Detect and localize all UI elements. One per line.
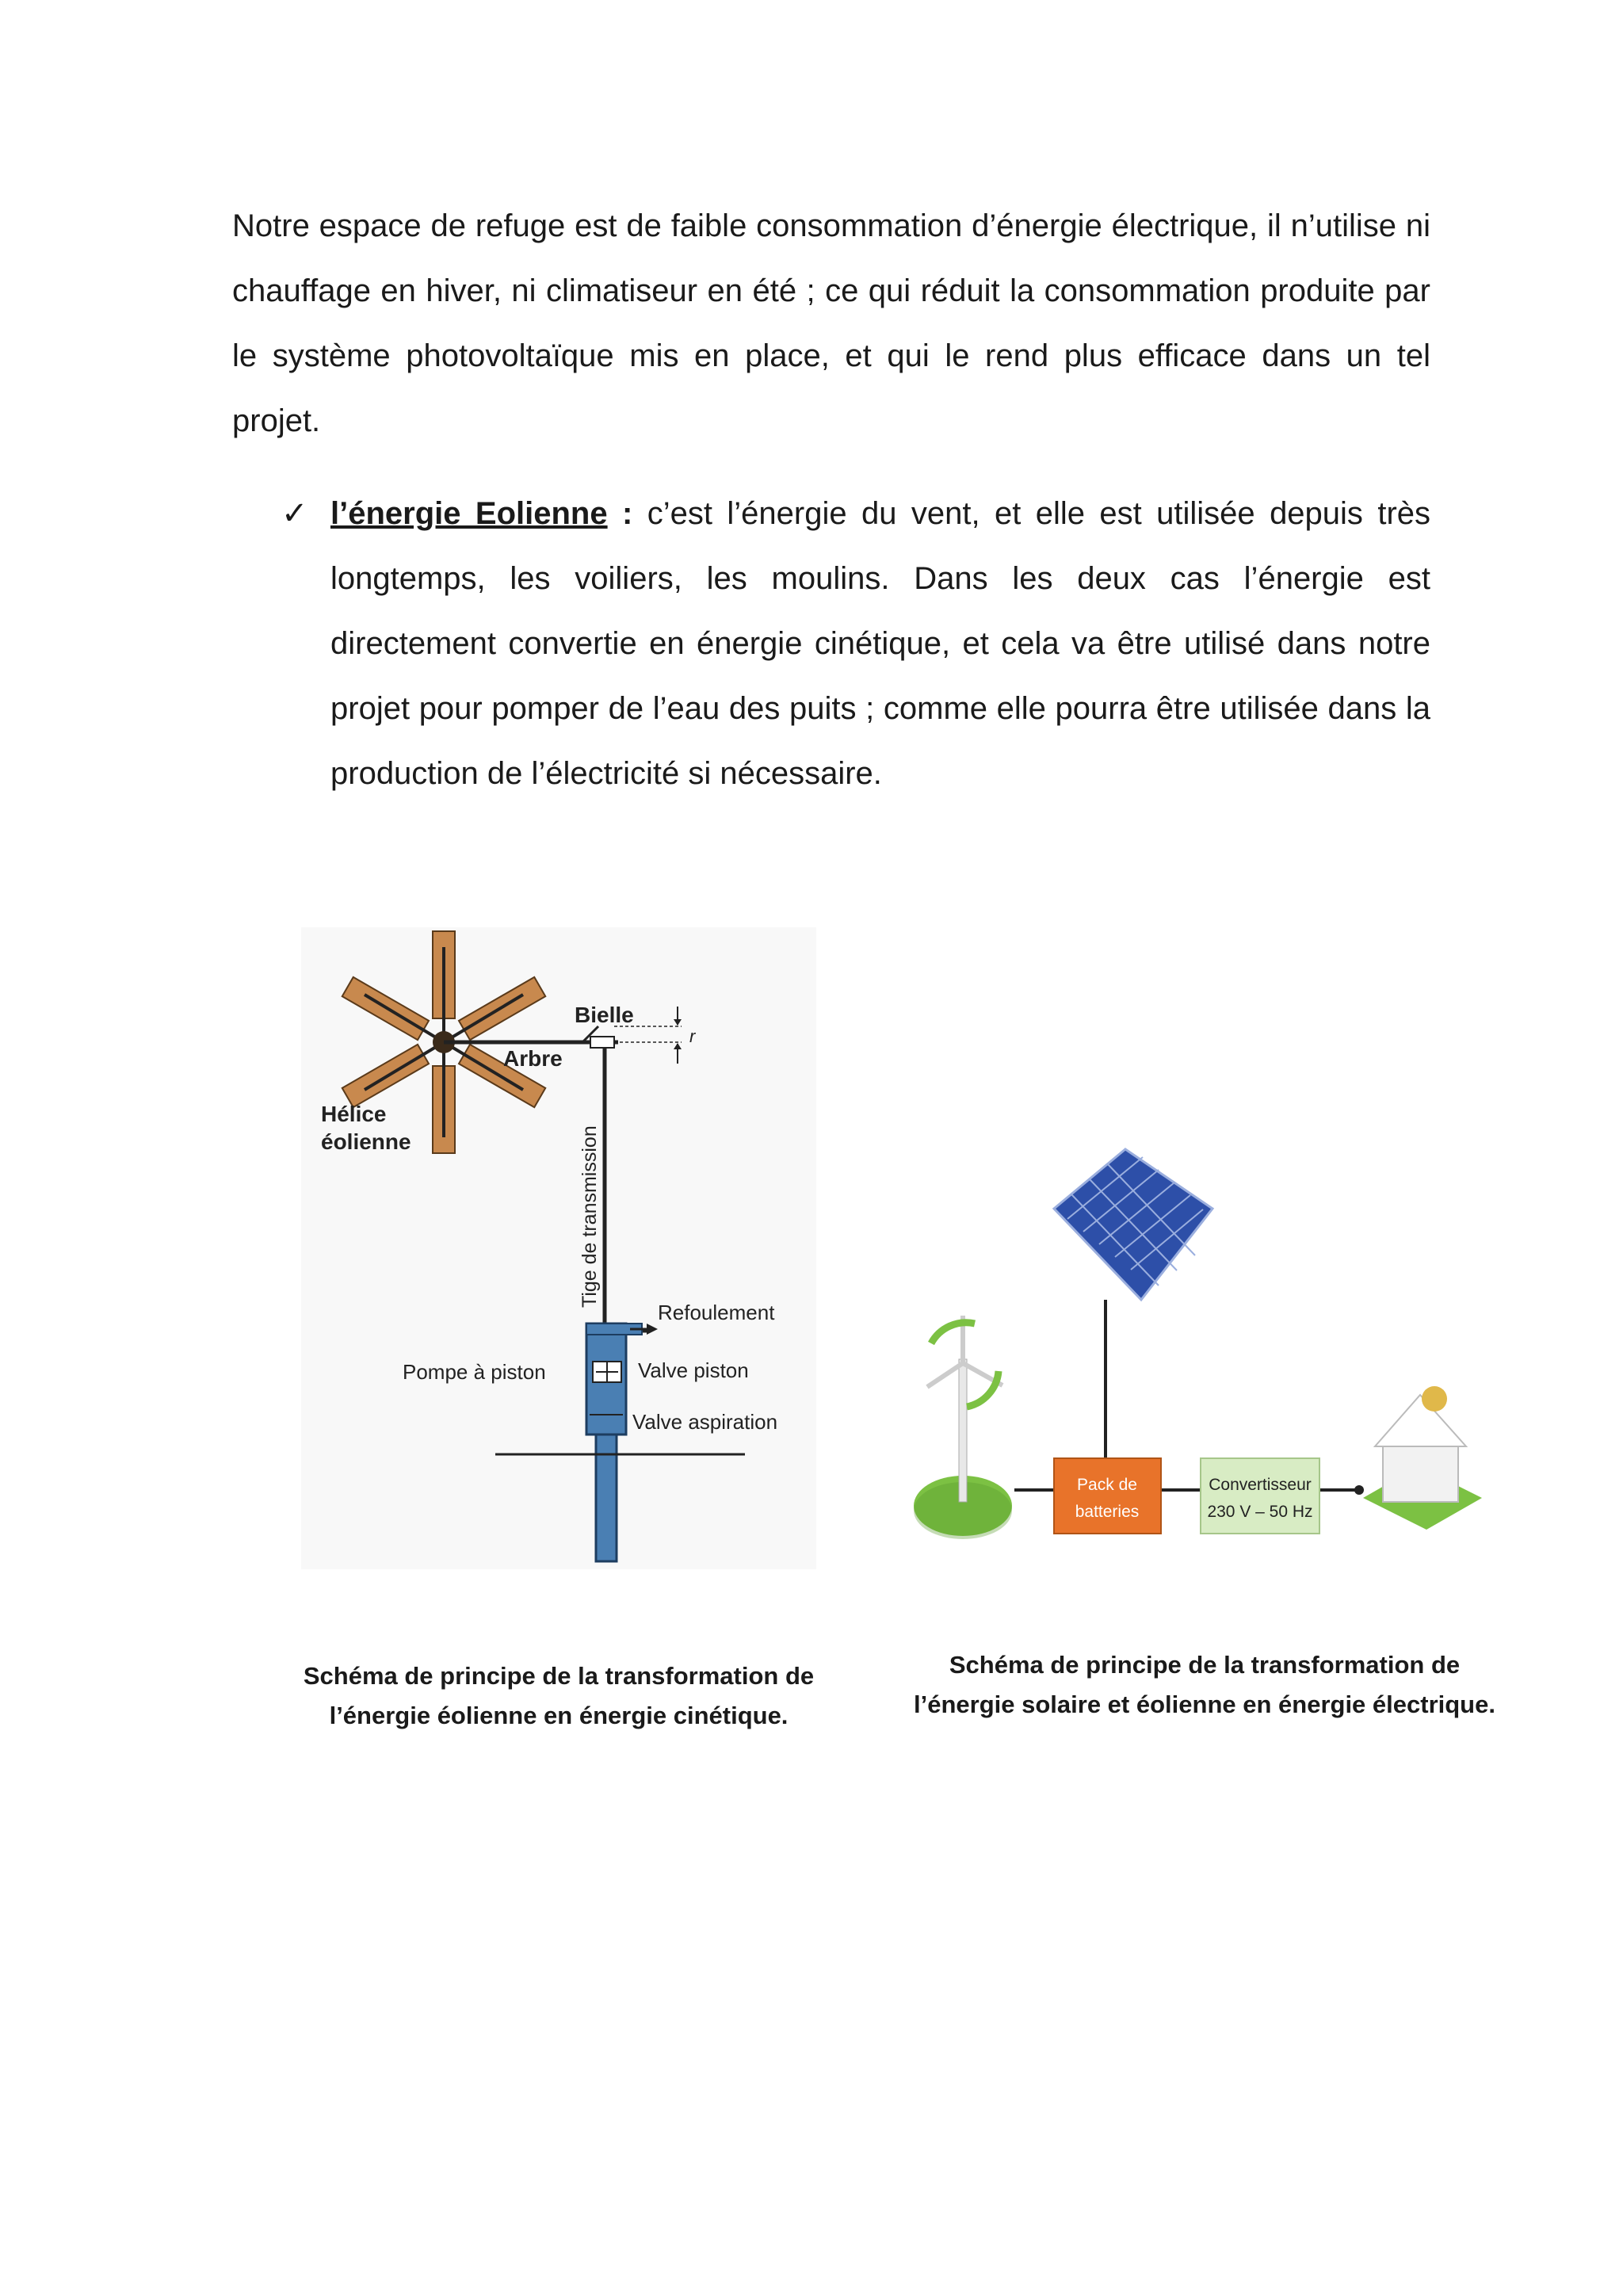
label-valve-aspiration: Valve aspiration [632, 1410, 778, 1434]
caption-figure-2: Schéma de principe de la transformation de l’énergie solaire et éolienne en énergie électrique. [914, 1651, 1495, 1718]
label-arbre: Arbre [503, 1046, 563, 1071]
battery-label-1: Pack de [1077, 1476, 1137, 1494]
windmill-pump-svg [301, 927, 816, 1569]
label-valve-piston: Valve piston [638, 1358, 749, 1382]
house-icon [1363, 1386, 1482, 1530]
solar-panel-icon [1054, 1149, 1212, 1300]
solar-wind-diagram [911, 1133, 1498, 1569]
label-helice-1: Hélice [321, 1102, 387, 1126]
check-mark-icon: ✓ [281, 496, 308, 531]
battery-label-2: batteries [1075, 1503, 1140, 1521]
label-bielle: Bielle [575, 1003, 634, 1027]
paragraph-energy-consumption: Notre espace de refuge est de faible consommation d’énergie électrique, il n’utilise ni chauffage en hiver, ni climatiseur en été ; ce qui réduit la consommation produite par le système photovoltaïque mis en place, et qui le rend plus efficace dans un tel projet. [232, 208, 1430, 438]
bullet-wind-energy-text [330, 481, 1430, 806]
wind-energy-description: c’est l’énergie du vent, et elle est utilisée depuis très longtemps, les voiliers, les moulins. Dans les deux cas l’énergie est directement convertie en énergie cinétique, et cela va être utilisé dans notre projet pour pomper de l’eau des puits ; comme elle pourra être utilisée dans la production de l’électricité si nécessaire. [330, 496, 1431, 791]
label-helice-2: éolienne [321, 1129, 411, 1154]
battery-pack [1054, 1458, 1161, 1534]
label-refoulement: Refoulement [658, 1301, 775, 1324]
term-wind-energy: l’énergie Eolienne [330, 496, 608, 531]
crank [590, 1037, 614, 1048]
converter-label-1: Convertisseur [1209, 1476, 1312, 1494]
term-colon: : [607, 496, 647, 531]
wind-turbine-icon [914, 1316, 1012, 1539]
label-pompe: Pompe à piston [403, 1360, 546, 1384]
label-tige: Tige de transmission [579, 1125, 601, 1308]
bullet-wind-energy [281, 481, 1430, 806]
converter-label-2: 230 V – 50 Hz [1207, 1503, 1313, 1521]
label-r: r [689, 1026, 696, 1046]
caption-figure-1: Schéma de principe de la transformation de l’énergie éolienne en énergie cinétique. [303, 1662, 815, 1729]
converter-box [1201, 1458, 1319, 1534]
windmill-pump-diagram [301, 927, 816, 1569]
solar-wind-svg [911, 1133, 1498, 1569]
